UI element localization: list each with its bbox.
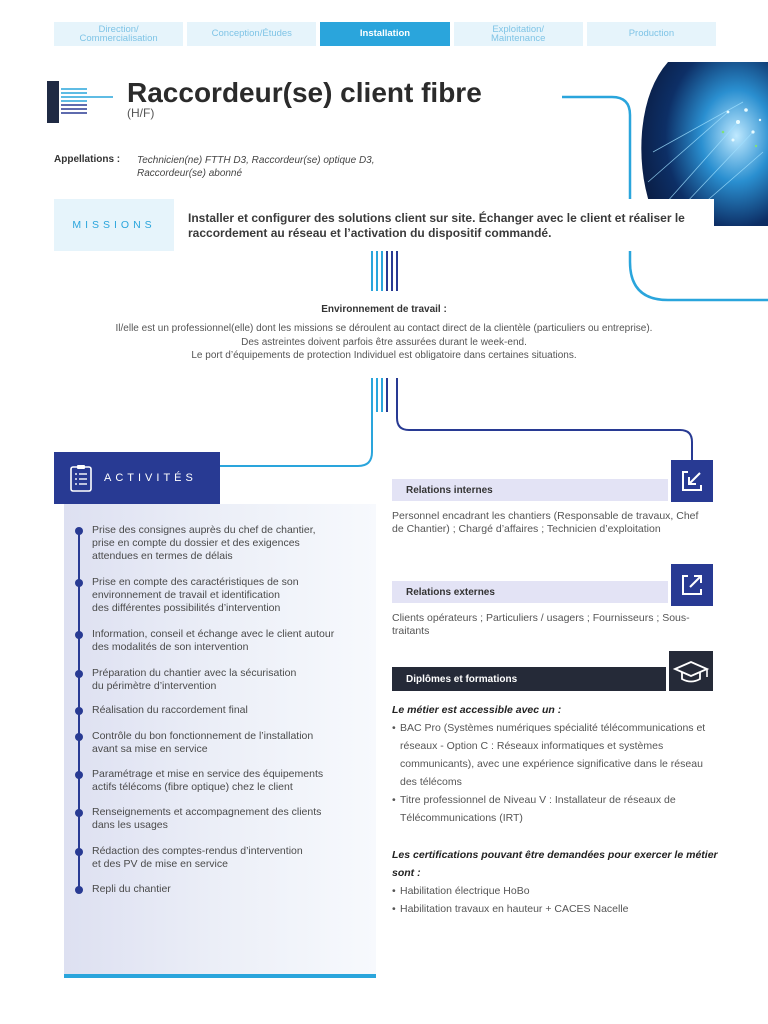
environment-line: Le port d’équipements de protection Individuel est obligatoire dans certaines situations. (191, 350, 577, 361)
cert-item-text: Habilitation électrique HoBo (400, 885, 530, 897)
relations-externes-title: Relations externes (392, 581, 668, 603)
tab-production[interactable]: Production (587, 22, 716, 46)
cert-heading: Les certifications pouvant être demandées pour exercer le métier sont : (392, 849, 718, 879)
activity-item: Prise des consignes auprès du chef de chantier, prise en compte du dossier et des exigences attendues en termes de délais (92, 524, 316, 562)
access-item-text: Titre professionnel de Niveau V : Installateur de réseaux de Télécommunications (IRT) (400, 794, 676, 824)
appellations-line: Technicien(ne) FTTH D3, Raccordeur(se) optique D3, (137, 155, 375, 166)
tab-exploitation[interactable]: Exploitation/ Maintenance (454, 22, 583, 46)
activity-item: Repli du chantier (92, 883, 171, 895)
activities-title: ACTIVITÉS (104, 472, 197, 484)
activity-item: Renseignements et accompagnement des clients dans les usages (92, 806, 322, 831)
activity-bullet (75, 809, 83, 817)
arrow-in-icon (671, 460, 713, 502)
relations-externes-text: Clients opérateurs ; Particuliers / usagers ; Fournisseurs ; Sous-traitants (392, 612, 690, 637)
job-family-tabs (54, 22, 716, 46)
access-item-text: BAC Pro (Systèmes numériques spécialité télécommunications et réseaux - Option C : Réseaux informatiques et systèmes communicants), avec une expérience significative dans le réseau des télécoms (400, 722, 706, 788)
activity-bullet (75, 579, 83, 587)
activities-header (54, 452, 220, 504)
activity-bullet (75, 848, 83, 856)
environment-line: Il/elle est un professionnel(elle) dont les missions se déroulent au contact direct de la clientèle (particuliers ou entreprise). (115, 323, 653, 334)
activity-item: Contrôle du bon fonctionnement de l’installation avant sa mise en service (92, 730, 314, 755)
activity-bullet (75, 771, 83, 779)
cert-item: • Habilitation électrique HoBo (392, 882, 712, 900)
graduation-cap-icon (669, 651, 713, 691)
page-subtitle: (H/F) (127, 106, 155, 120)
activity-bullet (75, 707, 83, 715)
clipboard-icon (70, 464, 92, 492)
relations-internes-text: Personnel encadrant les chantiers (Responsable de travaux, Chef de Chantier) ; Chargé d’affaires ; Technicien d’exploitation (392, 510, 699, 535)
relations-internes-title: Relations internes (392, 479, 668, 501)
activity-bullet (75, 527, 83, 535)
arrow-out-icon (671, 564, 713, 606)
activity-item: Réalisation du raccordement final (92, 704, 248, 716)
appellations-text (137, 154, 437, 180)
diplomes-title: Diplômes et formations (392, 667, 666, 691)
activity-bullet (75, 670, 83, 678)
access-item: • BAC Pro (Systèmes numériques spécialité télécommunications et réseaux - Option C : Réseaux informatiques et systèmes communicants), avec une expérience significative dans le réseau des télécoms (392, 719, 712, 791)
activity-bullet (75, 631, 83, 639)
access-item: • Titre professionnel de Niveau V : Installateur de réseaux de Télécommunications (IRT) (392, 791, 712, 827)
appellations-label: Appellations : (54, 154, 121, 165)
activity-item: Prise en compte des caractéristiques de son environnement de travail et identification des différentes possibilités d’intervention (92, 576, 299, 614)
fiber-lines-icon (47, 81, 113, 123)
missions-section (54, 199, 714, 251)
cert-item: • Habilitation travaux en hauteur + CACES Nacelle (392, 900, 712, 918)
environment-title: Environnement de travail : (321, 304, 447, 315)
missions-text: Installer et configurer des solutions client sur site. Échanger avec le client et réaliser le raccordement au réseau et l’activation du dispositif commandé. (174, 199, 714, 251)
activity-item: Information, conseil et échange avec le client autour des modalités de son intervention (92, 628, 335, 653)
activity-bullet (75, 733, 83, 741)
activity-item: Rédaction des comptes-rendus d’intervention et des PV de mise en service (92, 845, 303, 870)
environment-text (30, 322, 738, 363)
environment-line: Des astreintes doivent parfois être assurées durant le week-end. (241, 336, 527, 348)
tab-installation[interactable]: Installation (320, 22, 449, 46)
tab-direction[interactable]: Direction/ Commercialisation (54, 22, 183, 46)
tab-conception[interactable]: Conception/Études (187, 22, 316, 46)
cert-item-text: Habilitation travaux en hauteur + CACES Nacelle (400, 903, 629, 915)
activity-item: Paramétrage et mise en service des équipements actifs télécoms (fibre optique) chez le client (92, 768, 324, 793)
appellations-line: Raccordeur(se) abonné (137, 168, 243, 179)
activity-bullet (75, 886, 83, 894)
access-heading: Le métier est accessible avec un : (392, 704, 562, 716)
page-title: Raccordeur(se) client fibre (127, 77, 482, 108)
activity-item: Préparation du chantier avec la sécurisation du périmètre d’intervention (92, 667, 297, 692)
missions-label: MISSIONS (72, 219, 156, 231)
